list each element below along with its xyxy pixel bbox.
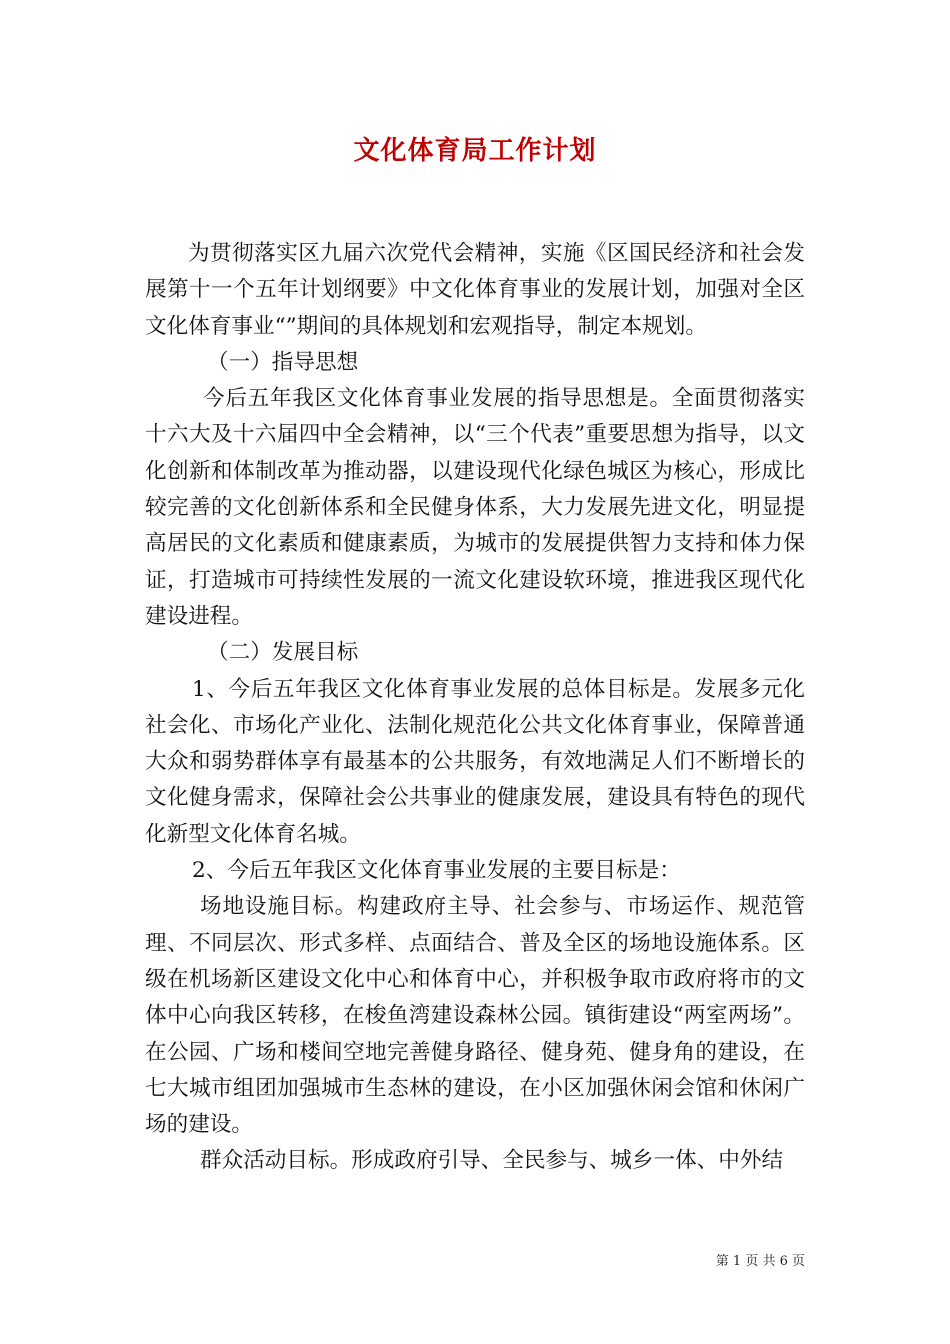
paragraph-intro: 为贯彻落实区九届六次党代会精神，实施《区国民经济和社会发展第十一个五年计划纲要》中文化体育事业的发展计划，加强对全区文化体育事业“”期间的具体规划和宏观指导，制定本规划。 — [145, 241, 805, 339]
paragraph-main-goals: 2、今后五年我区文化体育事业发展的主要目标是： — [192, 858, 681, 884]
paragraph-facility-goal: 场地设施目标。构建政府主导、社会参与、市场运作、规范管理、不同层次、形式多样、点面结合、普及全区的场地设施体系。区级在机场新区建设文化中心和体育中心，并积极争取市政府将市的文体中心向我区转移，在梭鱼湾建设森林公园。镇街建设“两室两场”。在公园、广场和楼间空地完善健身路径、健身苑、健身角的建设，在七大城市组团加强城市生态林的建设，在小区加强休闲会馆和休闲广场的建设。 — [145, 894, 805, 1138]
document-title: 文化体育局工作计划 — [353, 136, 597, 166]
paragraph-activity-goal: 群众活动目标。形成政府引导、全民参与、城乡一体、中外结 — [200, 1148, 784, 1174]
page-number-footer: 第 1 页 共 6 页 — [715, 1254, 805, 1269]
section-heading-goals: （二）发展目标 — [207, 640, 359, 666]
paragraph-overall-goal: 1、今后五年我区文化体育事业发展的总体目标是。发展多元化社会化、市场化产业化、法制化规范化公共文化体育事业，保障普通大众和弱势群体享有最基本的公共服务，有效地满足人们不断增长的文化健身需求，保障社会公共事业的健康发展，建设具有特色的现代化新型文化体育名城。 — [145, 676, 805, 847]
paragraph-guiding-thought: 今后五年我区文化体育事业发展的指导思想是。全面贯彻落实十六大及十六届四中全会精神，以“三个代表”重要思想为指导，以文化创新和体制改革为推动器，以建设现代化绿色城区为核心，形成比较完善的文化创新体系和全民健身体系，大力发展先进文化，明显提高居民的文化素质和健康素质，为城市的发展提供智力支持和体力保证，打造城市可持续性发展的一流文化建设软环境，推进我区现代化建设进程。 — [145, 386, 805, 629]
section-heading-guiding-thought: （一）指导思想 — [207, 349, 359, 375]
document-body — [145, 236, 805, 1180]
